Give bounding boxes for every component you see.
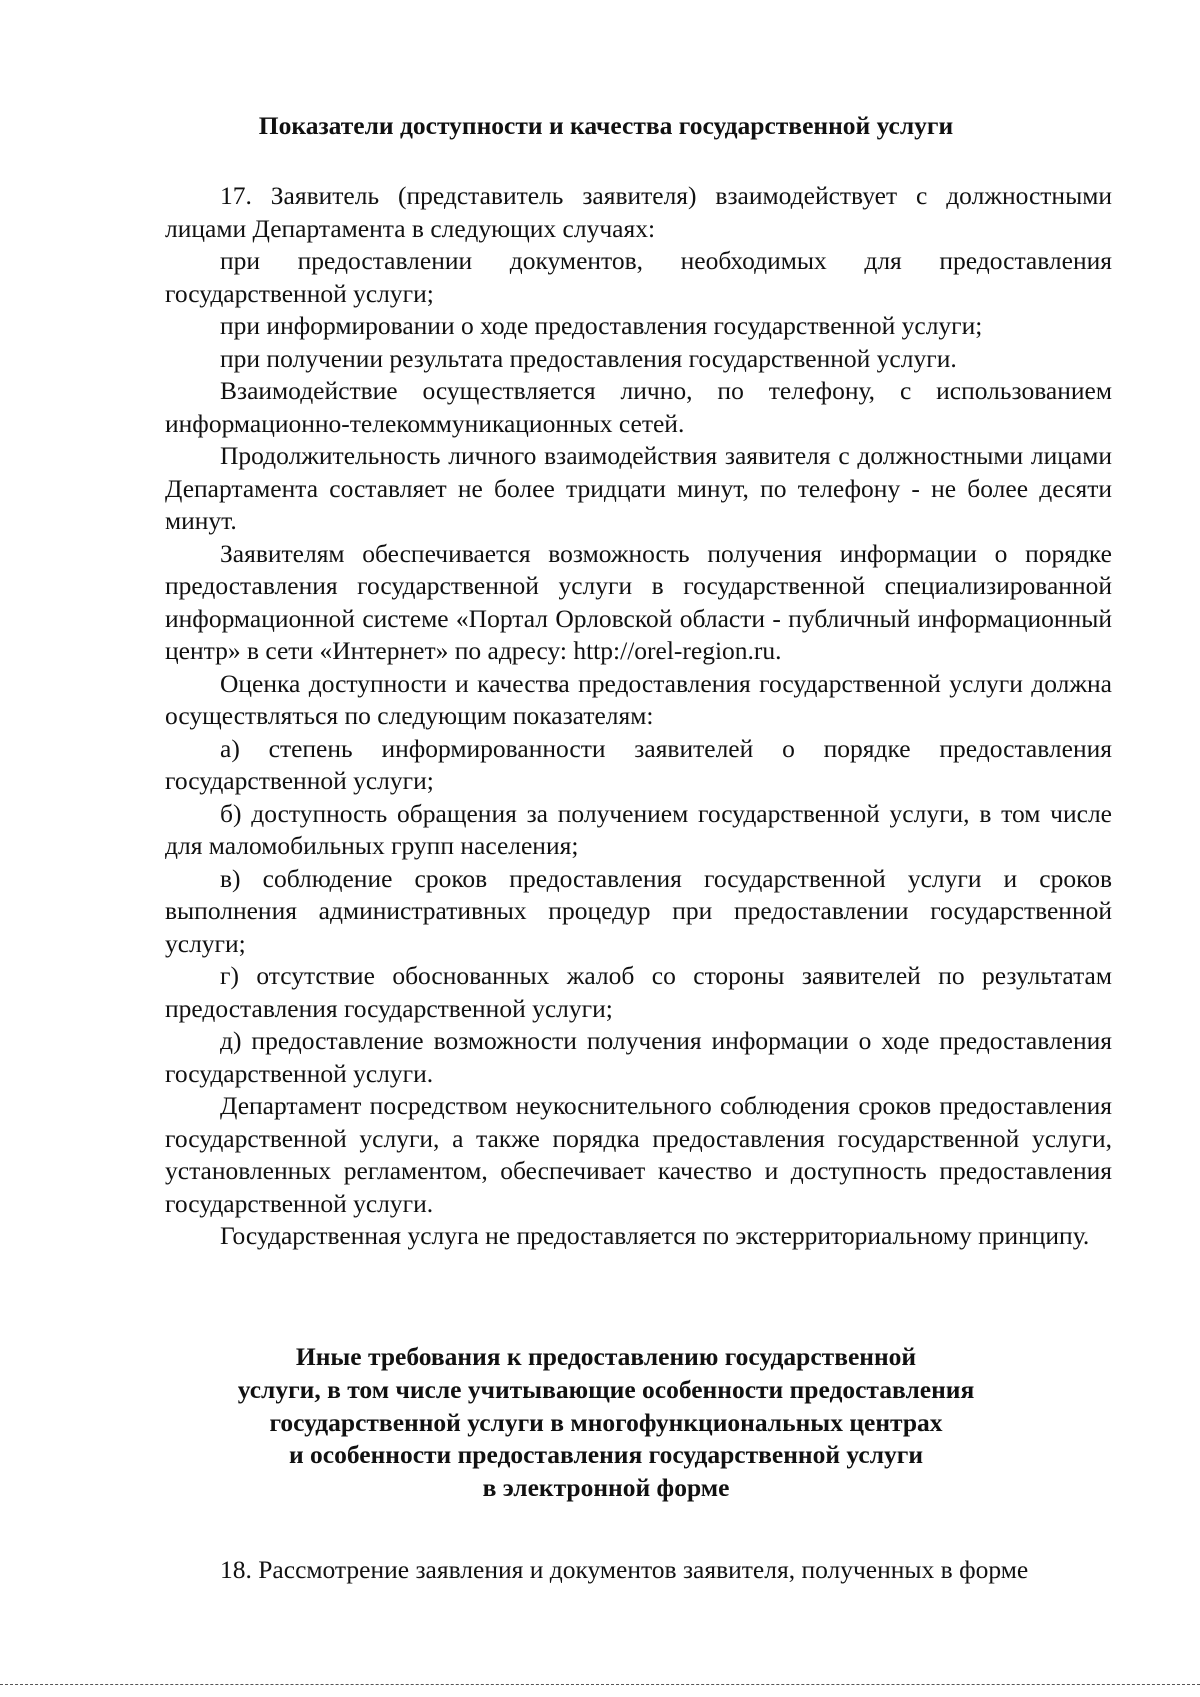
heading-line: услуги, в том числе учитывающие особенности предоставления — [237, 1374, 975, 1404]
paragraph-portal-info: Заявителям обеспечивается возможность получения информации о порядке предоставления государственной услуги в государственной специализированной информационной системе «Портал Орловской области - публичный информационный центр» в сети «Интернет» по адресу: http://orel-region.ru. — [165, 538, 1112, 665]
paragraph-case-documents: при предоставлении документов, необходимых для предоставления государственной услуги; — [165, 246, 1112, 308]
section-body-accessibility — [165, 180, 1112, 1253]
paragraph-18: 18. Рассмотрение заявления и документов заявителя, полученных в форме — [220, 1555, 1029, 1584]
scan-edge-line — [0, 1684, 1200, 1685]
heading-line: Иные требования к предоставлению государственной — [295, 1342, 917, 1371]
paragraph-department-quality: Департамент посредством неукоснительного соблюдения сроков предоставления государственной услуги, а также порядка предоставления государственной услуги, установленных регламентом, обеспечивает качество и доступность предоставления государственной услуги. — [165, 1091, 1112, 1218]
paragraph-interaction-mode: Взаимодействие осуществляется лично, по телефону, с использованием информационно-телекоммуникационных сетей. — [165, 376, 1112, 438]
list-item-v: в) соблюдение сроков предоставления государственной услуги и сроков выполнения административных процедур при предоставлении государственной услуги; — [165, 863, 1112, 958]
paragraph-evaluation-intro: Оценка доступности и качества предоставления государственной услуги должна осуществляться по следующим показателям: — [165, 668, 1112, 730]
paragraph-interaction-duration: Продолжительность личного взаимодействия заявителя с должностными лицами Департамента составляет не более тридцати минут, по телефону - не более десяти минут. — [165, 441, 1112, 535]
paragraph-extraterritorial: Государственная услуга не предоставляется по экстерриториальному принципу. — [220, 1221, 1090, 1250]
paragraph-case-result: при получении результата предоставления государственной услуги. — [220, 343, 957, 373]
list-item-a: а) степень информированности заявителей о порядке предоставления государственной услуги; — [165, 733, 1112, 795]
section-body-other-requirements — [165, 1554, 1112, 1587]
paragraph-case-informing: при информировании о ходе предоставления государственной услуги; — [220, 311, 983, 340]
section-heading-accessibility: Показатели доступности и качества государственной услуги — [258, 111, 954, 140]
list-item-b: б) доступность обращения за получением государственной услуги, в том числе для маломобильных групп населения; — [165, 798, 1112, 860]
heading-line: в электронной форме — [482, 1473, 730, 1503]
heading-line: и особенности предоставления государственной услуги — [288, 1440, 924, 1470]
paragraph-17-intro: 17. Заявитель (представитель заявителя) взаимодействует с должностными лицами Департамента в следующих случаях: — [165, 181, 1112, 243]
section-heading-other-requirements — [150, 1341, 1062, 1505]
list-item-d: д) предоставление возможности получения информации о ходе предоставления государственной услуги. — [165, 1026, 1112, 1088]
list-item-g: г) отсутствие обоснованных жалоб со стороны заявителей по результатам предоставления государственной услуги; — [165, 961, 1112, 1023]
heading-line: государственной услуги в многофункциональных центрах — [269, 1407, 943, 1437]
